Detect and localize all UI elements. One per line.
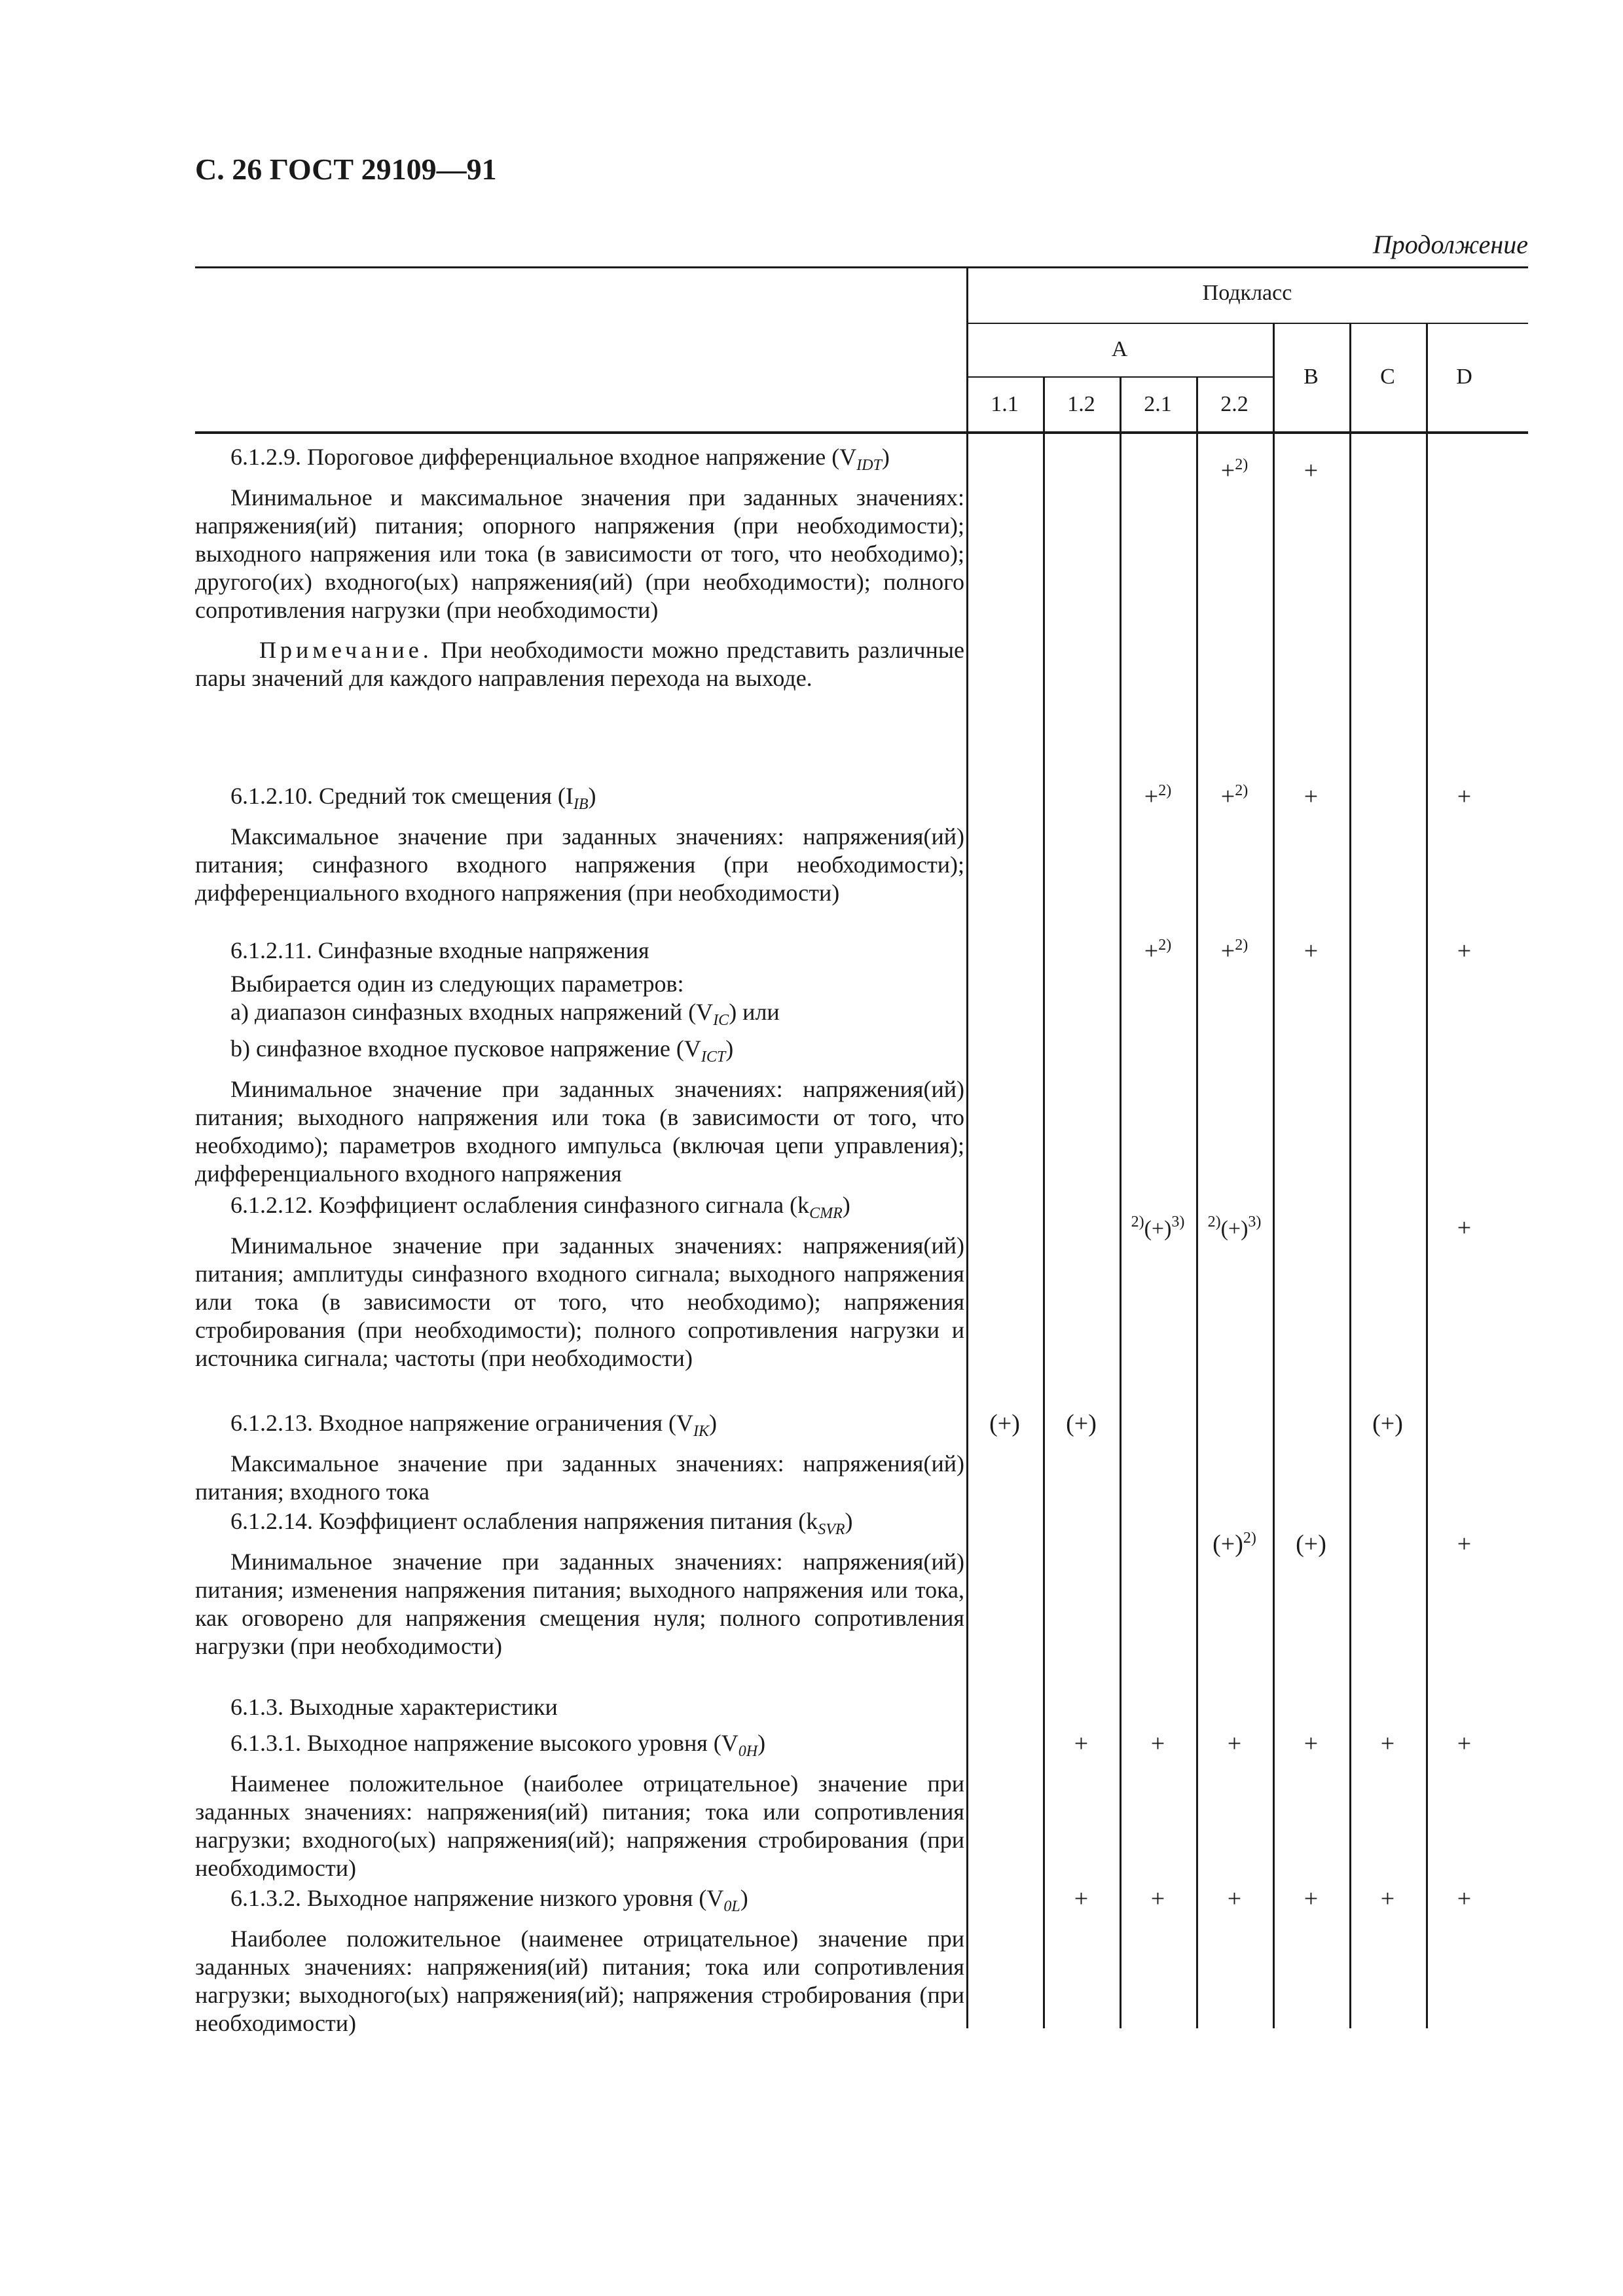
col-divider-2-1: [1120, 376, 1122, 2028]
col-divider-c: [1349, 323, 1351, 2028]
row-paragraph: Минимальное значение при заданных значениях: напряжения(ий) питания; изменения напряжения питания; выходного напряжения или тока, как оговорено для напряжения смещения нуля; полного сопротивления нагрузки (при необходимости): [195, 1549, 964, 1660]
table-top-rule: [195, 266, 1528, 268]
row-paragraph: Наиболее положительное (наименее отрицательное) значение при заданных значениях: напряжения(ий) питания; тока или сопротивления нагрузки; выходного(ых) напряжения(ий); напряжения стробирования (при необходимости): [195, 1926, 964, 2037]
mark-col-d: +: [1457, 937, 1472, 965]
mark-col-b: +: [1304, 937, 1319, 965]
row-description: [195, 1191, 964, 1372]
mark-col-1-2: +: [1074, 1730, 1089, 1757]
row-description: [195, 1693, 964, 1721]
row-title: 6.1.3. Выходные характеристики: [230, 1694, 558, 1720]
mark-col-d: +: [1457, 1530, 1472, 1558]
title-end: ): [881, 444, 890, 470]
mark-col-2-1: +: [1150, 1730, 1165, 1757]
row-paragraph: Минимальное значение при заданных значениях: напряжения(ий) питания; выходного напряжения или тока (в зависимости от того, что необходимо); параметров входного импульса (включая цепи управления); дифференциального входного напряжения: [195, 1076, 964, 1187]
mark-col-c: (+): [1372, 1410, 1403, 1437]
col-divider-d: [1426, 323, 1428, 2028]
note-text: При необходимости можно представить различные пары значений для каждого направления перехода на выходе.: [195, 637, 965, 692]
header-bottom-rule: [195, 431, 1528, 434]
symbol-subscript: IDT: [856, 457, 882, 475]
title-end: ): [588, 783, 596, 809]
mark-col-c: +: [1380, 1730, 1395, 1757]
row-title: 6.1.2.10. Средний ток смещения (I: [230, 783, 574, 809]
row-title: 6.1.2.12. Коэффициент ослабления синфазного сигнала (k: [230, 1192, 810, 1218]
symbol-subscript: CMR: [809, 1205, 843, 1223]
row-title: 6.1.2.13. Входное напряжение ограничения (V: [230, 1410, 694, 1436]
mark-col-2-2: +: [1227, 1730, 1242, 1757]
mark-col-2-2: $(+)^{2)}$: [1213, 1530, 1256, 1558]
mark-col-1-2: +: [1074, 1885, 1089, 1912]
row-title: 6.1.2.14. Коэффициент ослабления напряжения питания (k: [230, 1508, 818, 1534]
subclass-rule: [966, 323, 1528, 324]
header-col-d: D: [1456, 365, 1472, 389]
mark-col-2-2: +: [1227, 1885, 1242, 1912]
mark-col-2-2: +$^{2)}$: [1220, 456, 1249, 484]
col-divider-desc: [966, 266, 968, 2028]
row-title: 6.1.2.11. Синфазные входные напряжения: [230, 937, 649, 963]
row-description: [195, 1409, 964, 1506]
row-description: [195, 1729, 964, 1882]
mark-col-b: (+): [1296, 1530, 1326, 1558]
row-paragraph: Минимальное и максимальное значения при заданных значениях: напряжения(ий) питания; опорного напряжения (при необходимости); выходного напряжения или тока (в зависимости от того, что необходимо); другого(их) входного(ых) напряжения(ий) (при необходимости); полного сопротивления нагрузки (при необходимости): [195, 484, 964, 624]
continuation-label: Продолжение: [1372, 230, 1528, 259]
mark-col-d: +: [1457, 1885, 1472, 1912]
mark-col-1-2: (+): [1066, 1410, 1097, 1437]
row-description: [195, 443, 964, 692]
mark-col-2-1: +: [1150, 1885, 1165, 1912]
symbol-subscript: SVR: [818, 1521, 845, 1539]
header-col-2-1: 2.1: [1144, 392, 1172, 416]
note-label: Примечание.: [259, 637, 433, 664]
row-paragraph: Максимальное значение при заданных значениях: напряжения(ий) питания; входного тока: [195, 1450, 964, 1505]
symbol-subscript: 0H: [738, 1743, 758, 1761]
header-col-1-2: 1.2: [1067, 392, 1095, 416]
header-col-c: C: [1380, 365, 1395, 389]
mark-col-d: +: [1457, 1730, 1472, 1757]
row-description: [195, 1507, 964, 1660]
header-group-a: A: [1111, 337, 1128, 361]
title-end: ): [842, 1192, 850, 1218]
col-divider-b: [1273, 323, 1275, 2028]
mark-col-2-1: $^{2)}(+)^{3)}$: [1131, 1213, 1185, 1241]
title-end: ): [740, 1885, 748, 1911]
mark-col-d: +: [1457, 783, 1472, 810]
page-header: С. 26 ГОСТ 29109—91: [195, 152, 497, 186]
symbol-subscript: 0L: [723, 1898, 740, 1916]
row-paragraph: Выбирается один из следующих параметров:: [230, 971, 684, 997]
title-end: ): [757, 1730, 766, 1756]
row-paragraph: Минимальное значение при заданных значениях: напряжения(ий) питания; амплитуды синфазного входного сигнала; выходного напряжения или тока (в зависимости от того, что необходимо); напряжения стробирования (при необходимости); полного сопротивления нагрузки и источника сигнала; частоты (при необходимости): [195, 1232, 964, 1372]
mark-col-2-1: +$^{2)}$: [1144, 937, 1172, 965]
mark-col-b: +: [1304, 1885, 1319, 1912]
symbol-subscript: IB: [573, 796, 589, 814]
mark-col-c: +: [1380, 1885, 1395, 1912]
symbol-subscript: IK: [693, 1423, 710, 1441]
mark-col-b: +: [1304, 457, 1319, 484]
row-title: 6.1.3.1. Выходное напряжение высокого уровня (V: [230, 1730, 739, 1756]
row-description: [195, 782, 964, 907]
mark-col-1-1: (+): [989, 1410, 1020, 1437]
row-title: 6.1.2.9. Пороговое дифференциальное входное напряжение (V: [230, 444, 857, 470]
header-col-b: B: [1304, 365, 1319, 389]
col-divider-1-2: [1043, 376, 1045, 2028]
header-col-2-2: 2.2: [1220, 392, 1249, 416]
row-description: [195, 937, 964, 1188]
parameters-table: [195, 266, 1528, 2060]
list-item: а) диапазон синфазных входных напряжений $(V_{IC})$ или: [230, 999, 780, 1030]
mark-col-2-2: +$^{2)}$: [1220, 937, 1249, 965]
row-title: 6.1.3.2. Выходное напряжение низкого уровня (V: [230, 1885, 724, 1911]
mark-col-2-1: +$^{2)}$: [1144, 782, 1172, 810]
header-subclass: Подкласс: [1202, 281, 1292, 305]
mark-col-d: +: [1457, 1214, 1472, 1242]
row-paragraph: Максимальное значение при заданных значениях: напряжения(ий) питания; синфазного входного напряжения (при необходимости); дифференциального входного напряжения (при необходимости): [195, 823, 964, 906]
row-paragraph: Наименее положительное (наиболее отрицательное) значение при заданных значениях: напряжения(ий) питания; тока или сопротивления нагрузки; входного(ых) напряжения(ий); напряжения стробирования (при необходимости): [195, 1770, 964, 1882]
row-description: [195, 1884, 964, 2037]
mark-col-2-2: $^{2)}(+)^{3)}$: [1207, 1213, 1262, 1241]
title-end: ): [709, 1410, 718, 1436]
mark-col-b: +: [1304, 783, 1319, 810]
title-end: ): [845, 1508, 853, 1534]
list-item: b) синфазное входное пусковое напряжение $(V_{ICT})$: [230, 1035, 734, 1066]
mark-col-2-2: +$^{2)}$: [1220, 782, 1249, 810]
col-divider-2-2: [1196, 376, 1198, 2028]
mark-col-b: +: [1304, 1730, 1319, 1757]
header-col-1-1: 1.1: [991, 392, 1019, 416]
